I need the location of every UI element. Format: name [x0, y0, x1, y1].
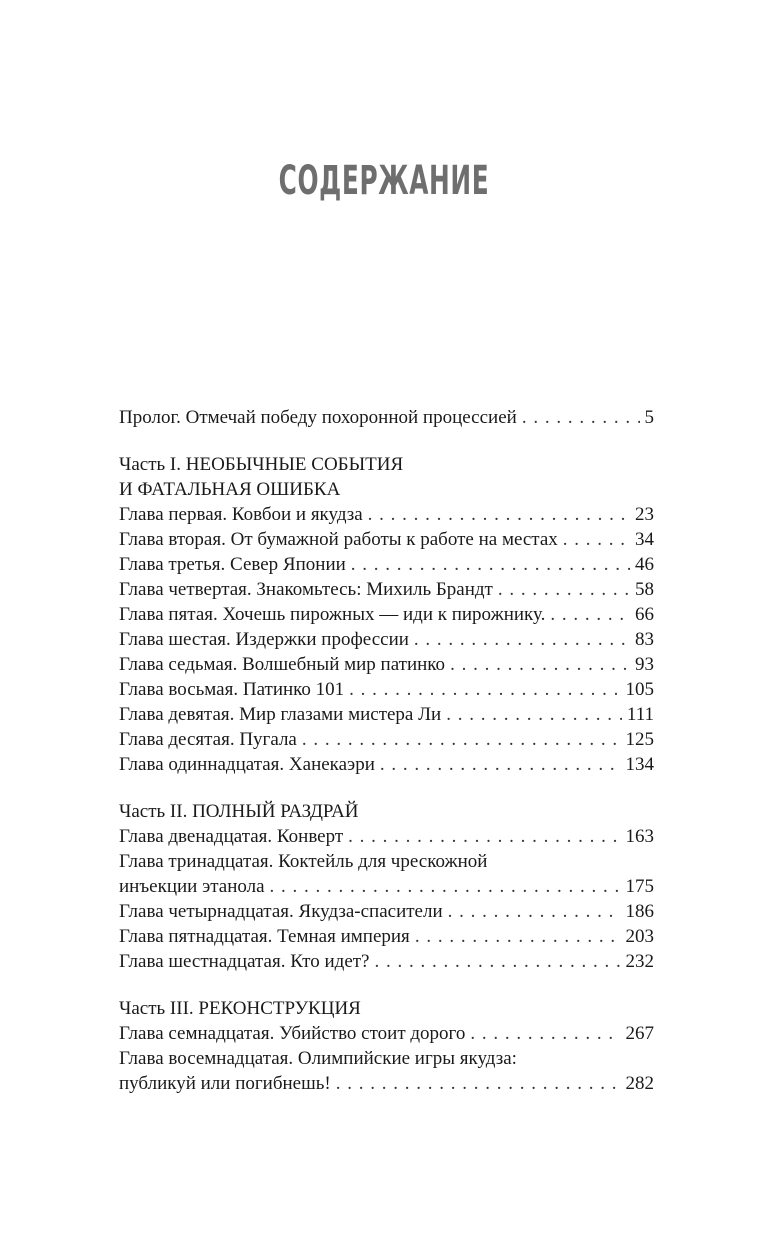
toc-entry[interactable]	[119, 949, 654, 974]
entry-title-line1: Глава тринадцатая. Коктейль для чрескожной	[119, 851, 488, 872]
toc-entry-prologue[interactable]	[119, 405, 654, 430]
toc-entry[interactable]	[119, 1021, 654, 1046]
entry-title-line2: публикуй или погибнешь!	[119, 1073, 331, 1094]
dot-leader	[450, 652, 630, 677]
entry-title: Глава десятая. Пугала	[119, 729, 297, 750]
page-number: 186	[625, 901, 654, 922]
entry-title: Глава двенадцатая. Конверт	[119, 826, 344, 847]
toc-entry[interactable]	[119, 899, 654, 924]
page-number: 66	[635, 604, 654, 625]
entry-title: Глава шестнадцатая. Кто идет?	[119, 951, 370, 972]
entry-title: Глава третья. Север Японии	[119, 554, 346, 575]
entry-title: Глава семнадцатая. Убийство стоит дорого	[119, 1023, 466, 1044]
page-number: 203	[625, 926, 654, 947]
page-number: 83	[635, 629, 654, 650]
toc-entry[interactable]	[119, 627, 654, 652]
dot-leader	[380, 752, 621, 777]
dot-leader	[336, 1071, 621, 1096]
page-number: 232	[625, 951, 654, 972]
toc-entry[interactable]	[119, 577, 654, 602]
entry-title: Пролог. Отмечай победу похоронной процессией	[119, 407, 517, 428]
dot-leader	[349, 677, 620, 702]
dot-leader	[415, 924, 621, 949]
toc-entry[interactable]	[119, 552, 654, 577]
toc-entry[interactable]	[119, 602, 654, 627]
dot-leader	[448, 899, 621, 924]
toc-entry[interactable]	[119, 677, 654, 702]
toc-entry[interactable]	[119, 502, 654, 527]
dot-leader	[375, 949, 621, 974]
dot-leader	[522, 405, 640, 430]
page-number: 105	[625, 679, 654, 700]
toc-entry[interactable]	[119, 727, 654, 752]
entry-title: Глава первая. Ковбои и якудза	[119, 504, 363, 525]
entry-title: Глава восьмая. Патинко 101	[119, 679, 345, 700]
toc-entry[interactable]	[119, 824, 654, 849]
page-number: 58	[635, 579, 654, 600]
dot-leader	[563, 527, 630, 552]
part-heading-3: Часть III. РЕКОНСТРУКЦИЯ	[119, 998, 361, 1019]
page-number: 282	[625, 1073, 654, 1094]
toc-entry[interactable]	[119, 874, 654, 899]
page-number: 93	[635, 654, 654, 675]
entry-title: Глава четырнадцатая. Якудза-спасители	[119, 901, 443, 922]
dot-leader	[550, 602, 630, 627]
dot-leader	[302, 727, 621, 752]
toc-entry[interactable]	[119, 924, 654, 949]
page-number: 267	[625, 1023, 654, 1044]
entry-title-line1: Глава восемнадцатая. Олимпийские игры якудза:	[119, 1048, 517, 1069]
entry-title: Глава четвертая. Знакомьтесь: Михиль Брандт	[119, 579, 493, 600]
entry-title: Глава седьмая. Волшебный мир патинко	[119, 654, 446, 675]
entry-title: Глава одиннадцатая. Ханекаэри	[119, 754, 375, 775]
dot-leader	[498, 577, 630, 602]
dot-leader	[470, 1021, 620, 1046]
page-number: 175	[625, 876, 654, 897]
page-number: 111	[626, 704, 654, 725]
dot-leader	[351, 552, 630, 577]
dot-leader	[446, 702, 622, 727]
dot-leader	[368, 502, 630, 527]
toc-entry[interactable]	[119, 752, 654, 777]
part-heading-1-line2: И ФАТАЛЬНАЯ ОШИБКА	[119, 479, 341, 500]
entry-title: Глава вторая. От бумажной работы к работе на местах	[119, 529, 558, 550]
page-number: 34	[635, 529, 654, 550]
toc-entry[interactable]	[119, 1071, 654, 1096]
dot-leader	[414, 627, 630, 652]
page-title: СОДЕРЖАНИЕ	[278, 158, 490, 204]
entry-title: Глава шестая. Издержки профессии	[119, 629, 409, 650]
page-number: 23	[635, 504, 654, 525]
toc-entry[interactable]	[119, 527, 654, 552]
table-of-contents	[119, 405, 654, 1096]
dot-leader	[348, 824, 620, 849]
part-heading-1: Часть I. НЕОБЫЧНЫЕ СОБЫТИЯ	[119, 454, 404, 475]
entry-title: Глава девятая. Мир глазами мистера Ли	[119, 704, 442, 725]
entry-title: Глава пятнадцатая. Темная империя	[119, 926, 410, 947]
page-number: 125	[625, 729, 654, 750]
page-number: 134	[625, 754, 654, 775]
toc-entry[interactable]	[119, 702, 654, 727]
toc-entry[interactable]	[119, 652, 654, 677]
dot-leader	[270, 874, 621, 899]
entry-title: Глава пятая. Хочешь пирожных — иди к пирожнику.	[119, 604, 546, 625]
page-number: 5	[644, 407, 654, 428]
page-number: 46	[635, 554, 654, 575]
page-number: 163	[625, 826, 654, 847]
part-heading-2: Часть II. ПОЛНЫЙ РАЗДРАЙ	[119, 801, 359, 822]
entry-title-line2: инъекции этанола	[119, 876, 265, 897]
